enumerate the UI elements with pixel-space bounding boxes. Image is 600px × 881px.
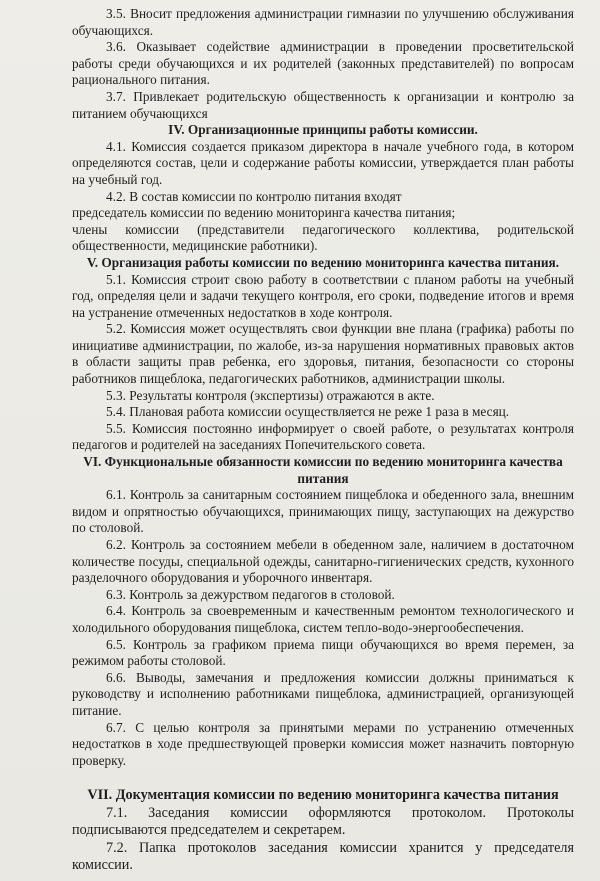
paragraph: 6.2. Контроль за состоянием мебели в обеденном зале, наличием в достаточном количестве посуды, специальной одежды, санитарно-гигиенических средств, кухонного разделочного оборудования и уборочного инвентаря. (72, 537, 574, 586)
paragraph: 5.1. Комиссия строит свою работу в соответствии с планом работы на учебный год, определяя цели и задачи текущего контроля, его сроки, подведение итогов и время на устранение отмеченных недостатков в ходе контроля. (72, 271, 574, 320)
paragraph: 3.7. Привлекает родительскую общественность к организации и контролю за питанием обучающихся (72, 88, 574, 121)
paragraph: 3.5. Вносит предложения администрации гимназии по улучшению обслуживания обучающихся. (72, 6, 574, 38)
document-body (72, 6, 574, 875)
paragraph: 3.6. Оказывает содействие администрации в проведении просветительской работы среди обучающихся и их родителей (законных представителей) по вопросам рационального питания. (72, 39, 574, 88)
paragraph: 4.2. В состав комиссии по контролю питания входят (106, 188, 402, 204)
paragraph: члены комиссии (представители педагогического коллектива, родительской общественности, медицинские работники). (72, 221, 574, 254)
paragraph: 5.4. Плановая работа комиссии осуществляется не реже 1 раза в месяц. (106, 404, 510, 420)
paragraph: 7.2. Папка протоколов заседания комиссии хранится у председателя комиссии. (72, 839, 574, 874)
paragraph: 5.5. Комиссия постоянно информирует о своей работе, о результатах контроля педагогов и родителей на заседаниях Попечительского совета. (72, 420, 574, 453)
paragraph: 6.1. Контроль за санитарным состоянием пищеблока и обеденного зала, внешним видом и опрятностью обучающихся, принимающих пищу, заступающих на дежурство по столовой. (72, 487, 574, 536)
section-heading: VI. Функциональные обязанности комиссии по ведению мониторинга качества питания (83, 454, 563, 486)
section-heading: IV. Организационные принципы работы комиссии. (168, 122, 478, 138)
paragraph: 7.1. Заседания комиссии оформляются протоколом. Протоколы подписываются председателем и секретарем. (72, 804, 574, 839)
paragraph: 6.7. С целью контроля за принятыми мерами по устранению отмеченных недостатков в ходе предшествующей проверки комиссия может назначить повторную проверку. (72, 719, 574, 768)
paragraph: 5.3. Результаты контроля (экспертизы) отражаются в акте. (106, 387, 435, 403)
paragraph: 4.1. Комиссия создается приказом директора в начале учебного года, в котором определяются состав, цели и содержание работы комиссии, утверждается план работы на учебный год. (72, 138, 574, 187)
paragraph: 5.2. Комиссия может осуществлять свои функции вне плана (графика) работы по инициативе администрации, по жалобе, из-за нарушения нормативных правовых актов в области защиты прав ребенка, его здоровья, питания, безопасности со стороны работников пищеблока, педагогических работников, администрации школы. (72, 321, 574, 387)
paragraph: председатель комиссии по ведению мониторинга качества питания; (72, 205, 456, 221)
paragraph: 6.3. Контроль за дежурством педагогов в столовой. (106, 586, 395, 602)
section-heading: V. Организация работы комиссии по ведению мониторинга качества питания. (86, 254, 560, 270)
paragraph: 6.6. Выводы, замечания и предложения комиссии должны приниматься к руководству и исполнению работниками пищеблока, администрацией, организующей питание. (72, 669, 574, 718)
paragraph: 6.5. Контроль за графиком приема пищи обучающихся во время перемен, за режимом работы столовой. (72, 636, 574, 669)
section-heading: VII. Документация комиссии по ведению мониторинга качества питания (87, 787, 559, 804)
paragraph: 6.4. Контроль за своевременным и качественным ремонтом технологического и холодильного оборудования пищеблока, систем тепло-водо-энергообеспечения. (72, 603, 574, 635)
